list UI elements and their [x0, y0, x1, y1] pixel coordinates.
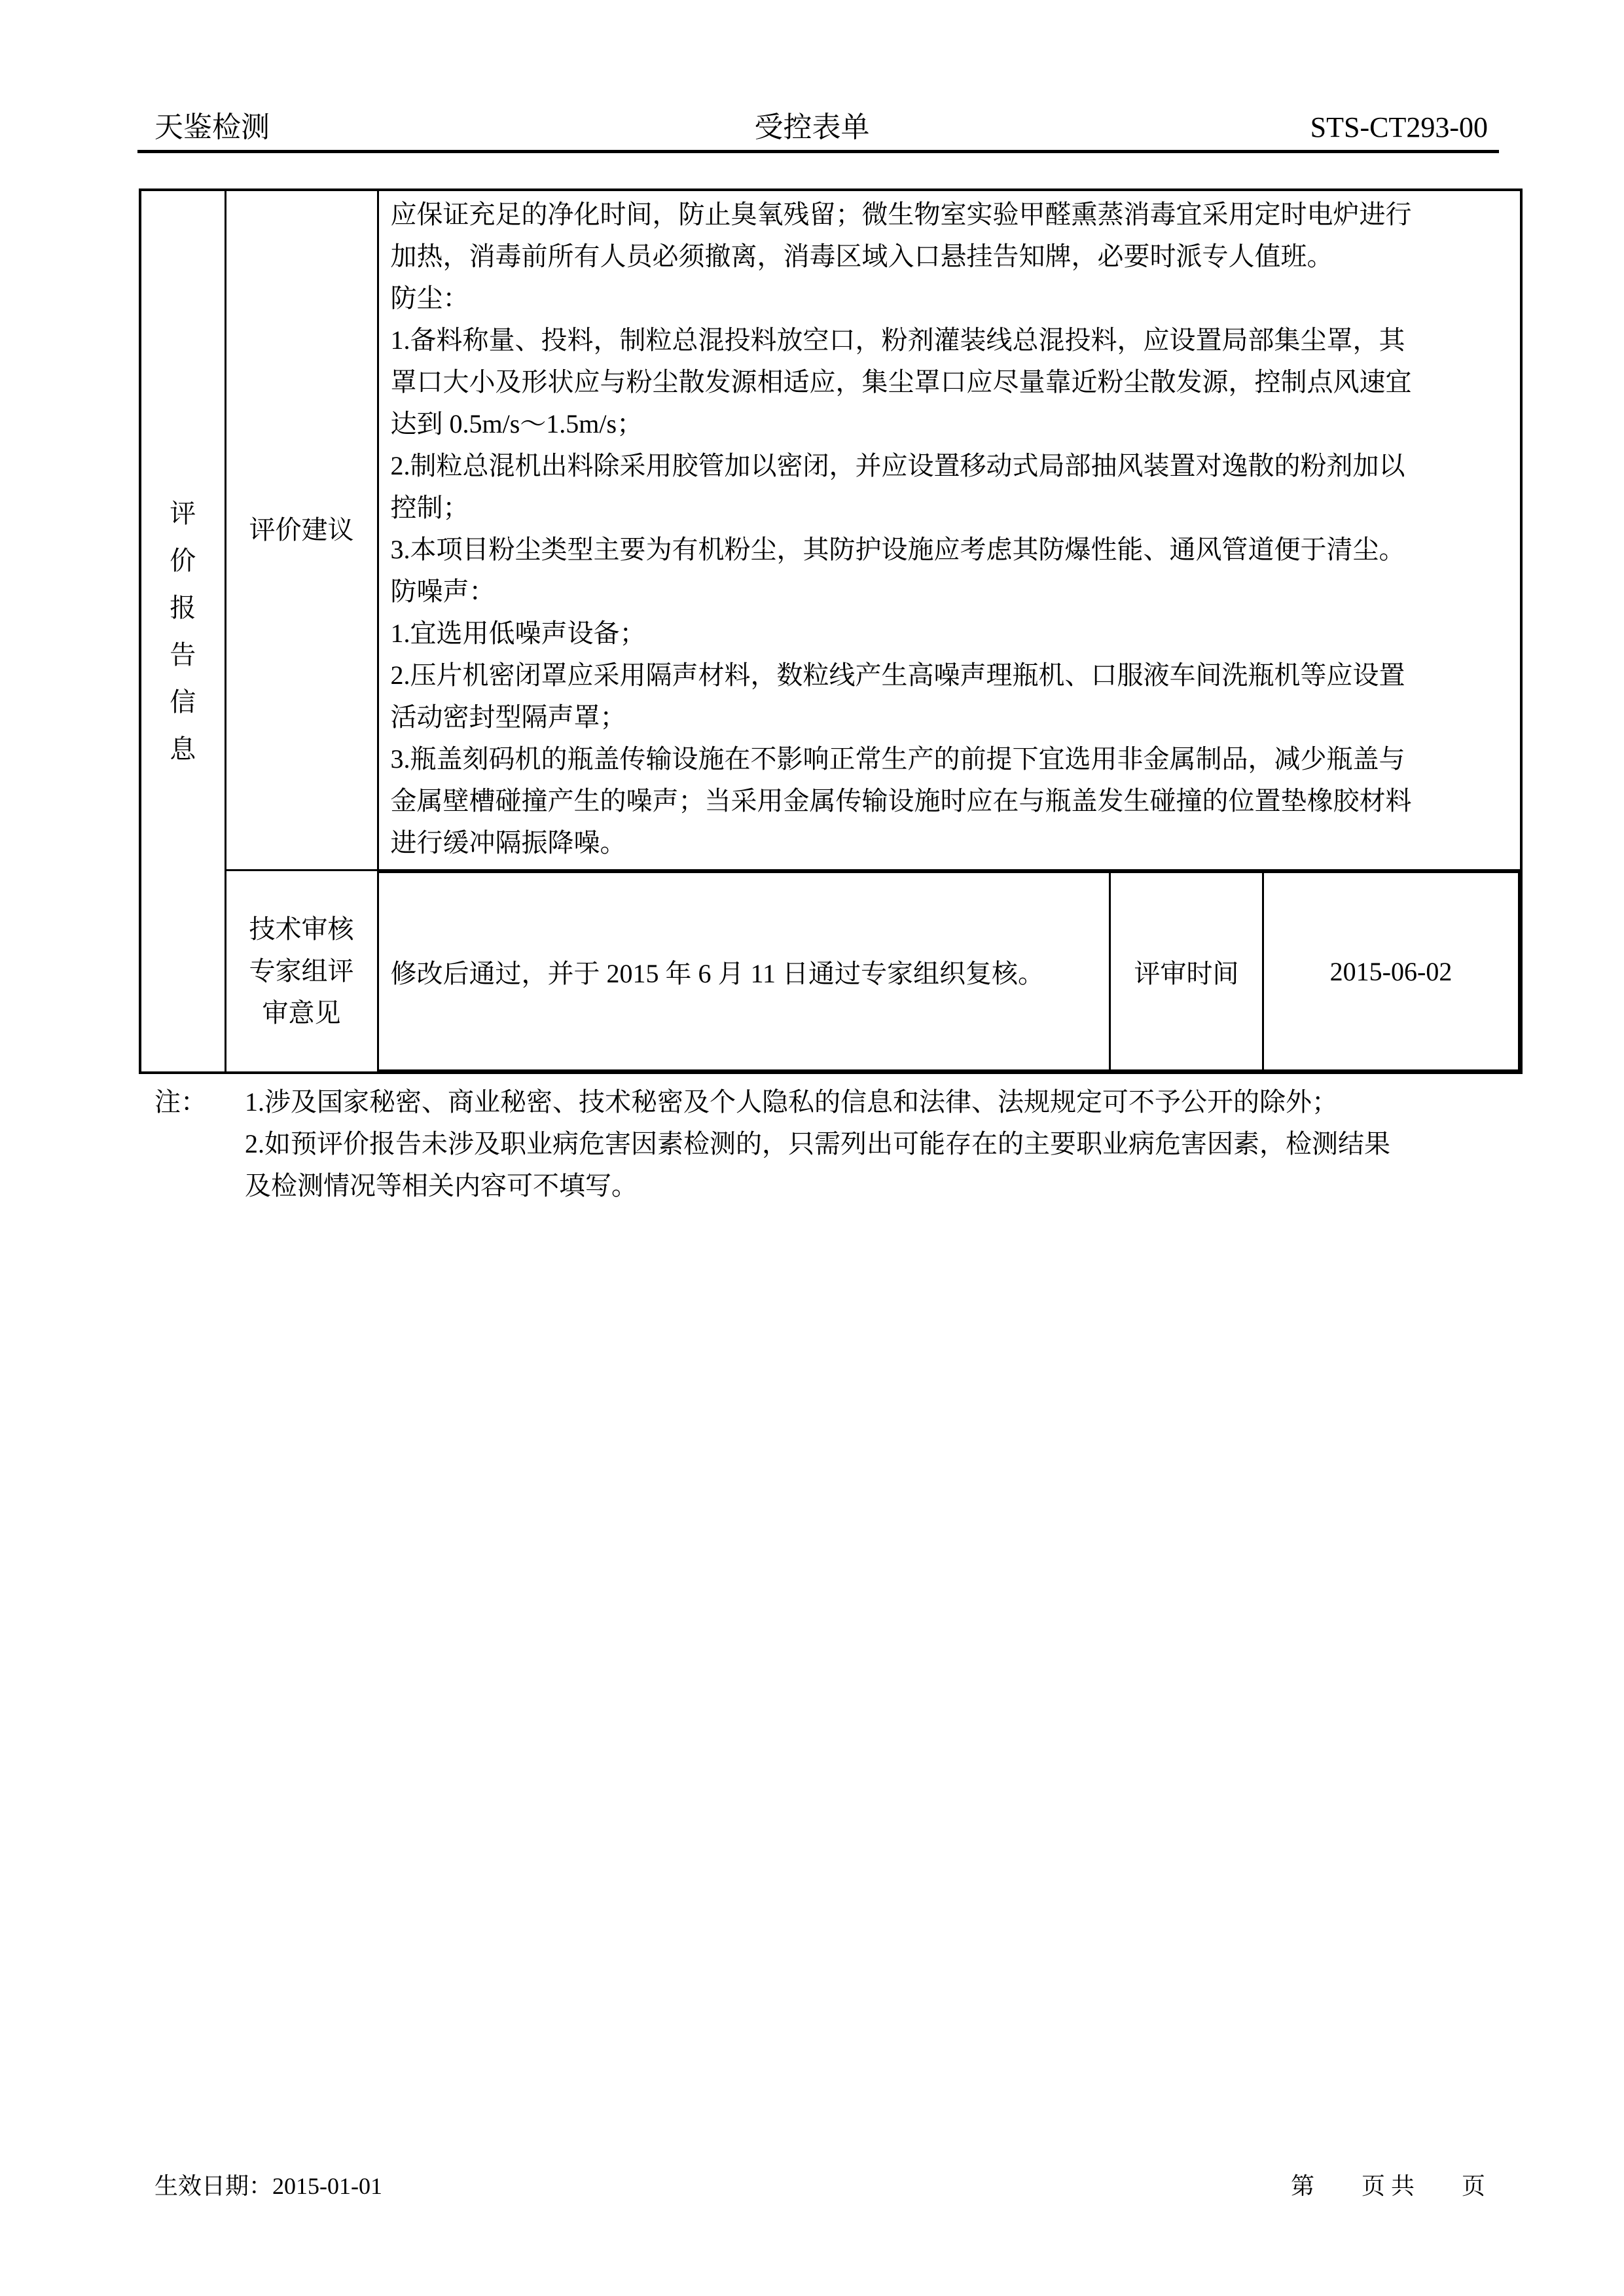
header-doc-code: STS-CT293-00 — [1310, 111, 1488, 143]
notes-tag: 注： — [154, 1087, 207, 1117]
content-line: 3.瓶盖刻码机的瓶盖传输设施在不影响正常生产的前提下宜选用非金属制品，减少瓶盖与 — [390, 744, 1405, 774]
page-mid: 页 共 — [1361, 2173, 1415, 2199]
content-line: 金属壁槽碰撞产生的噪声；当采用金属传输设施时应在与瓶盖发生碰撞的位置垫橡胶材料 — [390, 786, 1412, 816]
content-line: 进行缓冲隔振降噪。 — [390, 828, 626, 857]
expert-review-label-line: 专家组评 — [249, 956, 354, 986]
content-line: 1.宜选用低噪声设备； — [390, 619, 646, 648]
section-label-char: 价 — [170, 545, 196, 575]
evaluation-suggestion-content — [378, 190, 1521, 870]
report-info-table — [139, 188, 1523, 1074]
section-label-char: 评 — [170, 498, 196, 528]
evaluation-suggestion-row — [140, 190, 1521, 870]
content-line: 防尘： — [390, 283, 469, 313]
content-line: 控制； — [390, 493, 469, 522]
evaluation-suggestion-label: 评价建议 — [225, 190, 378, 870]
section-label-char: 告 — [170, 639, 196, 670]
review-time-value: 2015-06-02 — [1263, 872, 1519, 1071]
note-line: 2.如预评价报告未涉及职业病危害因素检测的，只需列出可能存在的主要职业病危害因素，检测结果 — [245, 1129, 1390, 1158]
content-line: 防噪声： — [390, 577, 496, 606]
content-line: 罩口大小及形状应与粉尘散发源相适应，集尘罩口应尽量靠近粉尘散发源，控制点风速宜 — [390, 367, 1412, 397]
review-time-label: 评审时间 — [1110, 872, 1263, 1071]
section-label-char: 息 — [170, 734, 196, 764]
content-line: 2.压片机密闭罩应采用隔声材料，数粒线产生高噪声理瓶机、口服液车间洗瓶机等应设置 — [390, 660, 1405, 690]
content-line: 2.制粒总混机出料除采用胶管加以密闭，并应设置移动式局部抽风装置对逸散的粉剂加以 — [390, 451, 1405, 480]
footer-page-number — [1291, 2172, 1485, 2200]
header-title: 受控表单 — [754, 111, 870, 143]
content-line: 3.本项目粉尘类型主要为有机粉尘，其防护设施应考虑其防爆性能、通风管道便于清尘。 — [390, 535, 1405, 564]
notes-section — [154, 1081, 1390, 1207]
header-rule — [137, 150, 1499, 153]
expert-review-label-line: 技术审核 — [249, 914, 354, 944]
section-label-char: 信 — [170, 687, 196, 717]
expert-review-detail-table — [379, 871, 1521, 1071]
content-line: 达到 0.5m/s～1.5m/s； — [390, 409, 643, 439]
note-line: 及检测情况等相关内容可不填写。 — [245, 1171, 638, 1200]
expert-review-label-line: 审意见 — [262, 998, 341, 1028]
content-line: 应保证充足的净化时间，防止臭氧残留；微生物室实验甲醛熏蒸消毒宜采用定时电炉进行 — [390, 200, 1412, 229]
effective-date-value: 2015-01-01 — [272, 2173, 382, 2199]
content-line: 活动密封型隔声罩； — [390, 702, 626, 732]
content-line: 加热，消毒前所有人员必须撤离，消毒区域入口悬挂告知牌，必要时派专人值班。 — [390, 242, 1333, 271]
expert-review-opinion: 修改后通过，并于 2015 年 6 月 11 日通过专家组织复核。 — [379, 872, 1110, 1071]
expert-review-label — [225, 870, 378, 1073]
section-label-cell — [140, 190, 225, 1073]
content-line: 1.备料称量、投料，制粒总混投料放空口，粉剂灌装线总混投料，应设置局部集尘罩，其 — [390, 325, 1405, 355]
header-company: 天鉴检测 — [154, 111, 270, 143]
page-prefix: 第 — [1290, 2173, 1314, 2199]
section-label-char: 报 — [170, 592, 196, 622]
expert-review-detail-cell — [378, 870, 1521, 1073]
effective-date-label: 生效日期： — [154, 2173, 273, 2199]
footer-effective-date — [154, 2172, 382, 2200]
page-suffix: 页 — [1461, 2173, 1485, 2199]
note-line: 1.涉及国家秘密、商业秘密、技术秘密及个人隐私的信息和法律、法规规定可不予公开的除外； — [245, 1087, 1338, 1117]
expert-review-row — [140, 870, 1521, 1073]
